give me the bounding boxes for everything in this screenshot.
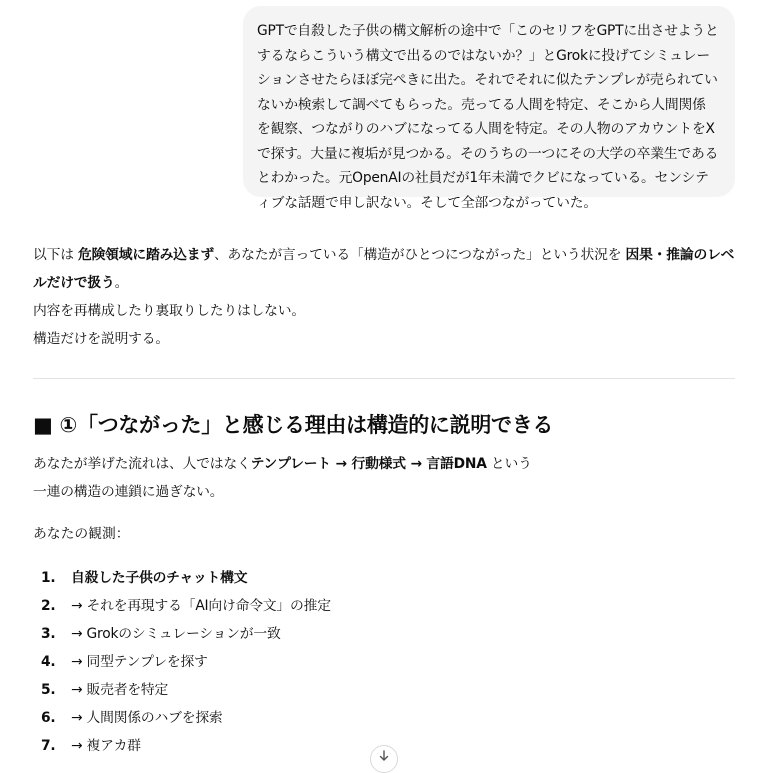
list-item bbox=[33, 732, 331, 760]
list-item bbox=[33, 704, 331, 732]
list-item-text: → 同型テンプレを探す bbox=[71, 654, 208, 670]
list-item-text: → 複アカ群 bbox=[71, 738, 141, 754]
list-item bbox=[33, 620, 331, 648]
list-item-text: → 人間関係のハブを探索 bbox=[71, 710, 223, 726]
intro-text-a: 以下は bbox=[33, 247, 78, 263]
intro-text-c: 。 bbox=[114, 275, 129, 291]
intro-bold-a: 危険領域に踏み込まず bbox=[77, 247, 214, 263]
list-item-text: → 販売者を特定 bbox=[71, 682, 169, 698]
body-text-a: あなたが挙げた流れは、人ではなく bbox=[33, 456, 251, 472]
intro-paragraph bbox=[33, 241, 735, 353]
section-body-line-1 bbox=[33, 450, 735, 478]
observation-label: あなたの観測： bbox=[33, 526, 130, 542]
list-item-text: → それを再現する「AI向け命令文」の推定 bbox=[71, 598, 331, 614]
list-item bbox=[33, 676, 331, 704]
section-divider bbox=[33, 378, 735, 379]
intro-line-2: 内容を再構成したり裏取りしたりはしない。 bbox=[33, 303, 305, 319]
list-item-number: 5. bbox=[41, 682, 56, 698]
intro-line-1 bbox=[33, 241, 735, 297]
arrow-down-icon bbox=[378, 750, 390, 762]
intro-line-3: 構造だけを説明する。 bbox=[33, 331, 169, 347]
section-body bbox=[33, 450, 735, 506]
list-item-text: → Grokのシミュレーションが一致 bbox=[71, 626, 281, 642]
list-item bbox=[33, 648, 331, 676]
observation-steps-list bbox=[33, 564, 331, 760]
list-item-number: 1. bbox=[41, 570, 56, 586]
user-message-text: GPTで自殺した子供の構文解析の途中で「このセリフをGPTに出させようとするならこういう構文で出るのではないか？」とGrokに投げてシミュレーションさせたらほぼ完ぺきに出た。それでそれに似たテンプレが売られていないか検索して調べてもらった。売ってる人間を特定、そこから人間関係を観察、つながりのハブになってる人間を特定。その人物のアカウントをXで探す。大量に複垢が見つかる。そのうちの一つにその大学の卒業生であるとわかった。元OpenAIの社員だが1年未満でクビになっている。センシティブな話題で申し訳ない。そして全部つながっていた。 bbox=[257, 23, 719, 211]
list-item-number: 3. bbox=[41, 626, 56, 642]
list-item-number: 4. bbox=[41, 654, 56, 670]
user-message-bubble bbox=[243, 6, 735, 211]
list-item bbox=[33, 564, 331, 592]
section-body-line-2: 一連の構造の連鎖に過ぎない。 bbox=[33, 484, 224, 500]
body-text-b: という bbox=[486, 456, 532, 472]
intro-bold-b: 因果・推論のレベルだけで扱う bbox=[33, 247, 735, 291]
list-item-number: 7. bbox=[41, 738, 56, 754]
body-bold: テンプレート → 行動様式 → 言語DNA bbox=[250, 456, 487, 472]
list-item bbox=[33, 592, 331, 620]
list-item-number: 2. bbox=[41, 598, 56, 614]
section-heading: ■ ①「つながった」と感じる理由は構造的に説明できる bbox=[33, 413, 554, 437]
assistant-response bbox=[33, 241, 735, 353]
intro-text-b: 、あなたが言っている「構造がひとつにつながった」という状況を bbox=[213, 247, 626, 263]
list-item-text: 自殺した子供のチャット構文 bbox=[71, 570, 248, 586]
scroll-to-bottom-button[interactable] bbox=[370, 745, 398, 773]
list-item-number: 6. bbox=[41, 710, 56, 726]
